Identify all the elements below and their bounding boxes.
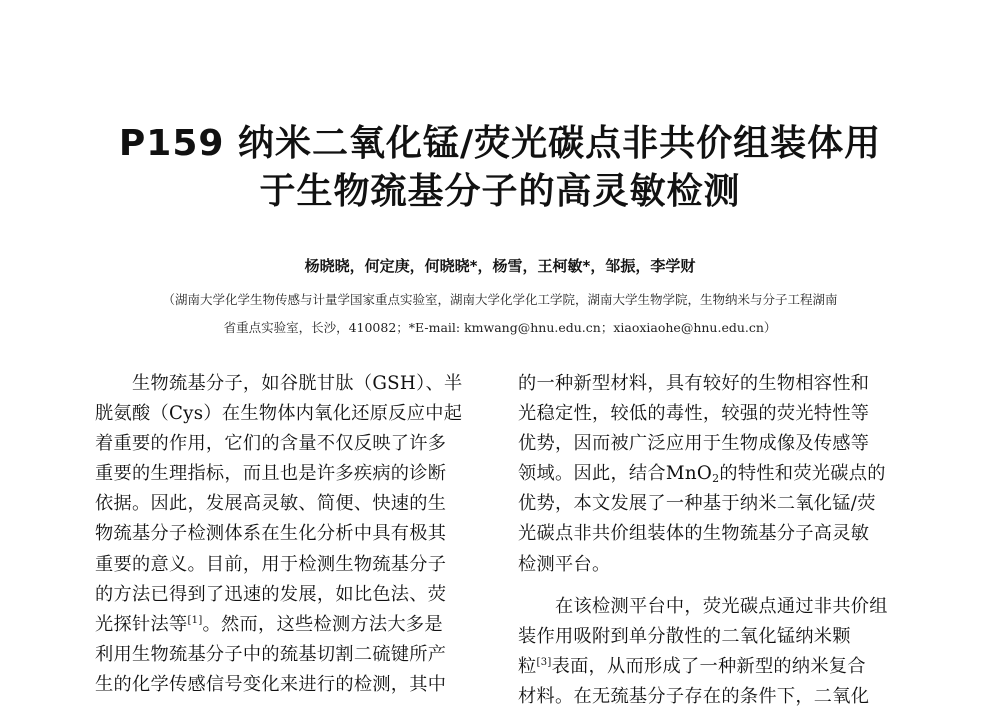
citation-ref: [3] — [536, 656, 552, 668]
body-line: 生物巯基分子，如谷胱甘肽（GSH）、半 — [132, 373, 463, 394]
body-line: 依据。因此，发展高灵敏、简便、快速的生 — [95, 493, 447, 515]
body-line: 生的化学传感信号变化来进行的检测，其中 — [95, 673, 447, 695]
affiliation-line-2: 省重点实验室，长沙，410082；*E-mail: kmwang@hnu.edu.cn；xiaoxiaohe@hnu.edu.cn） — [223, 320, 777, 335]
body-text: 粒 — [518, 655, 537, 677]
author-list: 杨晓晓，何定庚，何晓晓*，杨雪，王柯敏*，邹振，李学财 — [304, 257, 696, 275]
body-line: 材料。在无巯基分子存在的条件下，二氧化 — [518, 685, 870, 707]
body-text: 光探针法等 — [95, 613, 188, 635]
body-text: 领域。因此，结合 — [518, 463, 666, 485]
left-column — [95, 369, 490, 700]
formula-base: MnO — [665, 463, 713, 485]
chemical-formula — [666, 463, 719, 484]
paper-title-line-1: P159 纳米二氧化锰/荧光碳点非共价组装体用 — [118, 123, 882, 164]
body-text: 的特性和荧光碳点的 — [719, 463, 886, 485]
body-line: 光碳点非共价组装体的生物巯基分子高灵敏 — [518, 523, 870, 545]
body-line-with-citation — [95, 610, 490, 640]
body-line: 利用生物巯基分子中的巯基切割二硫键所产 — [95, 643, 447, 665]
formula-subscript: 2 — [712, 472, 720, 486]
citation-ref: [1] — [187, 614, 203, 626]
body-text: 表面，从而形成了一种新型的纳米复合 — [551, 655, 866, 677]
body-line: 重要的生理指标，而且也是许多疾病的诊断 — [95, 463, 447, 485]
body-line: 着重要的作用，它们的含量不仅反映了许多 — [95, 433, 447, 455]
body-line: 的一种新型材料，具有较好的生物相容性和 — [518, 373, 870, 394]
paragraph-gap — [518, 580, 913, 592]
body-line: 光稳定性，较低的毒性，较强的荧光特性等 — [518, 403, 870, 425]
body-line: 优势，因而被广泛应用于生物成像及传感等 — [518, 433, 870, 455]
body-line-with-citation — [518, 652, 913, 682]
body-line: 胱氨酸（Cys）在生物体内氧化还原反应中起 — [95, 403, 463, 425]
body-line: 在该检测平台中，荧光碳点通过非共价组 — [555, 595, 888, 617]
body-line: 重要的意义。目前，用于检测生物巯基分子 — [95, 553, 447, 575]
body-line: 检测平台。 — [518, 553, 611, 575]
body-line: 的方法已得到了迅速的发展，如比色法、荧 — [95, 583, 447, 605]
body-line: 优势，本文发展了一种基于纳米二氧化锰/荧 — [518, 493, 876, 515]
body-line: 装作用吸附到单分散性的二氧化锰纳米颗 — [518, 625, 851, 647]
body-text: 。然而，这些检测方法大多是 — [202, 613, 443, 635]
right-column — [518, 369, 913, 712]
affiliation-line-1: （湖南大学化学生物传感与计量学国家重点实验室，湖南大学化学化工学院，湖南大学生物学院，生物纳米与分子工程湖南 — [162, 292, 838, 307]
body-line: 物巯基分子检测体系在生化分析中具有极其 — [95, 523, 447, 545]
paper-title-line-2: 于生物巯基分子的高灵敏检测 — [259, 171, 741, 212]
body-line-with-formula — [518, 459, 913, 489]
